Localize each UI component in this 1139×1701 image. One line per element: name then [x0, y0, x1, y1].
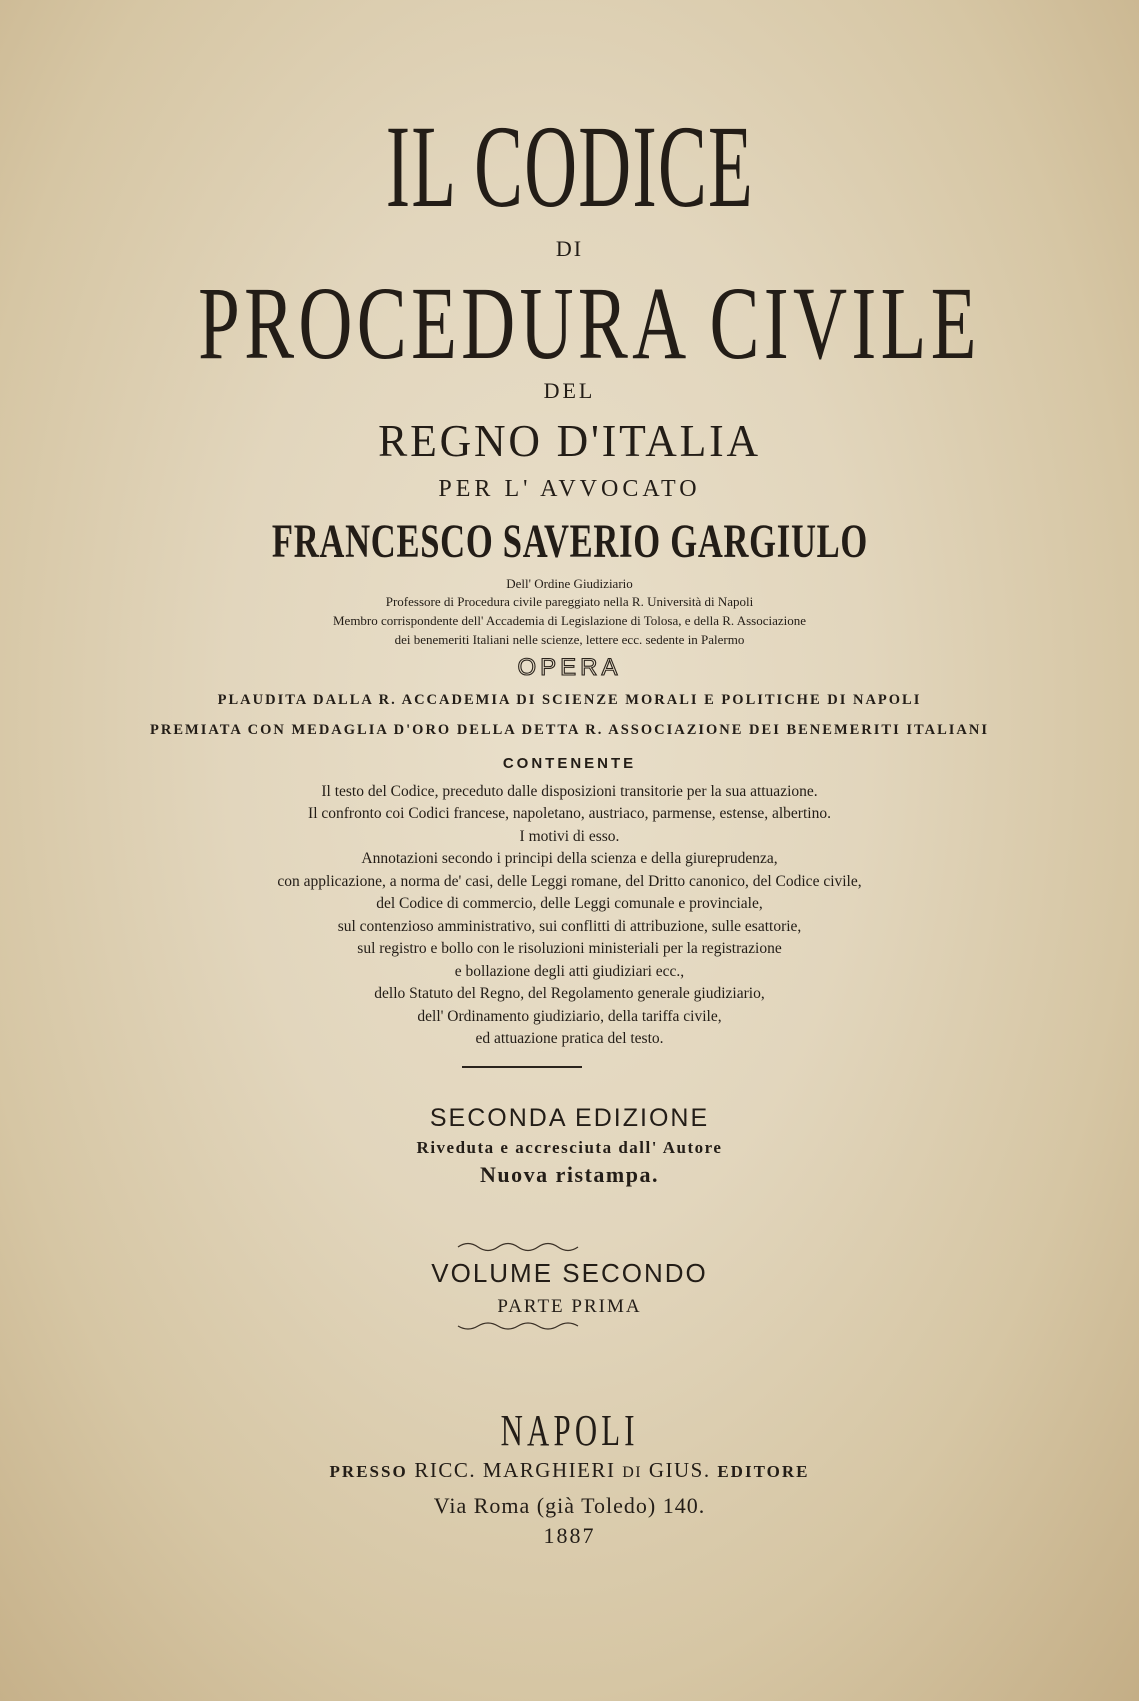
honor-line: PLAUDITA DALLA R. ACCADEMIA DI SCIENZE MORALI E POLITICHE DI NAPOLI [217, 692, 922, 708]
contents-line: con applicazione, a norma de' casi, delle Leggi romane, del Dritto canonico, del Codice civile, [277, 873, 862, 890]
contents-line: dello Statuto del Regno, del Regolamento generale giudiziario, [374, 985, 765, 1002]
contents-line: dell' Ordinamento giudiziario, della tariffa civile, [417, 1008, 722, 1025]
contents-line: Il testo del Codice, preceduto dalle disposizioni transitorie per la sua attuazione. [321, 783, 818, 800]
main-title: IL CODICE [385, 101, 754, 232]
imprint-address: Via Roma (già Toledo) 140. [433, 1493, 706, 1518]
contents-line: Il confronto coi Codici francese, napoletano, austriaco, parmense, estense, albertino. [308, 805, 831, 822]
imprint-presso: PRESSO [329, 1462, 408, 1481]
title-connector-del: DEL [543, 378, 596, 403]
contents-heading: CONTENENTE [502, 755, 637, 772]
credential-line: Dell' Ordine Giudiziario [506, 576, 633, 591]
publisher-di: DI [622, 1464, 643, 1481]
publisher-name-2: GIUS. [648, 1458, 711, 1482]
ornament-divider-icon [456, 1320, 586, 1334]
subtitle: PROCEDURA CIVILE [198, 266, 981, 381]
imprint-publisher [0, 1458, 1139, 1483]
contents-line: sul registro e bollo con le risoluzioni ministeriali per la registrazione [357, 940, 782, 957]
volume-label: VOLUME SECONDO [431, 1258, 708, 1288]
imprint-editore: EDITORE [717, 1462, 810, 1481]
contents-line: I motivi di esso. [519, 828, 620, 845]
credential-line: Professore di Procedura civile pareggiato nella R. Università di Napoli [385, 594, 754, 609]
divider-rule [462, 1066, 582, 1068]
ornament-divider-icon [456, 1238, 586, 1252]
title-connector-di: DI [555, 236, 584, 261]
edition-reprint: Nuova ristampa. [480, 1162, 659, 1187]
contents-line: Annotazioni secondo i principi della scienza e della giureprudenza, [361, 850, 778, 867]
byline: PER L' AVVOCATO [438, 476, 701, 502]
volume-part: PARTE PRIMA [497, 1296, 642, 1317]
edition-label: SECONDA EDIZIONE [429, 1104, 710, 1132]
honor-line: PREMIATA CON MEDAGLIA D'ORO DELLA DETTA R. ASSOCIAZIONE DEI BENEMERITI ITALIANI [150, 722, 989, 738]
opera-heading: OPERA [517, 654, 622, 681]
imprint-city: NAPOLI [500, 1406, 639, 1455]
credential-line: Membro corrispondente dell' Accademia di Legislazione di Tolosa, e della R. Associazione [332, 613, 807, 628]
imprint-year: 1887 [543, 1523, 596, 1548]
author-name: FRANCESCO SAVERIO GARGIULO [271, 515, 868, 568]
contents-line: sul contenzioso amministrativo, sui conflitti di attribuzione, sulle esattorie, [337, 918, 802, 935]
publisher-name: RICC. MARGHIERI [414, 1458, 616, 1482]
kingdom-title: REGNO D'ITALIA [378, 415, 761, 466]
edition-revised: Riveduta e accresciuta dall' Autore [416, 1138, 723, 1157]
credential-line: dei benemeriti Italiani nelle scienze, lettere ecc. sedente in Palermo [394, 632, 745, 647]
contents-line: e bollazione degli atti giudiziari ecc., [454, 963, 685, 980]
contents-line: del Codice di commercio, delle Leggi comunale e provinciale, [376, 895, 763, 912]
contents-line: ed attuazione pratica del testo. [475, 1030, 664, 1047]
